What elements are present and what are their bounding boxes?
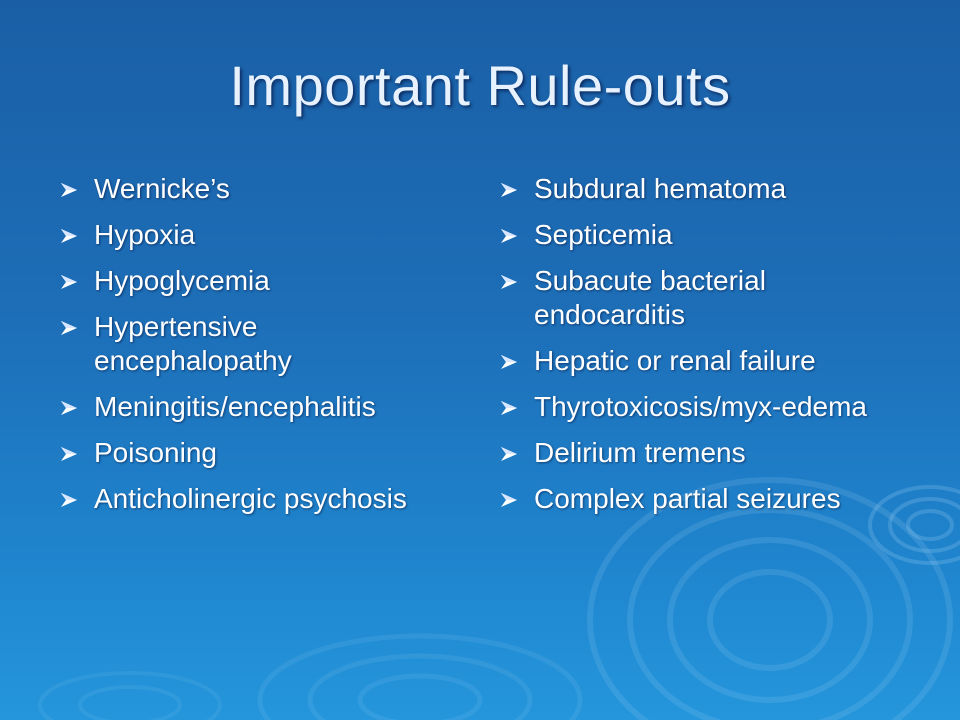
- arrowhead-bullet-icon: [500, 182, 518, 198]
- list-item-label: Meningitis/encephalitis: [94, 391, 376, 422]
- arrowhead-bullet-icon: [500, 400, 518, 416]
- list-item-label: Poisoning: [94, 437, 217, 468]
- slide-title: Important Rule-outs: [229, 54, 731, 117]
- arrowhead-bullet-icon: [500, 228, 518, 244]
- list-item-label: Hepatic or renal failure: [534, 345, 816, 376]
- list-item-label: Septicemia: [534, 219, 673, 250]
- list-item: [60, 218, 460, 252]
- list-item: [60, 482, 460, 516]
- arrowhead-bullet-icon: [500, 354, 518, 370]
- list-item-label: Delirium tremens: [534, 437, 746, 468]
- list-item: [500, 172, 920, 206]
- arrowhead-bullet-icon: [60, 274, 78, 290]
- list-item-label: Hypertensive encephalopathy: [94, 311, 292, 376]
- list-item-label: Hypoxia: [94, 219, 196, 250]
- arrowhead-bullet-icon: [60, 228, 78, 244]
- list-item: [500, 390, 920, 424]
- list-item-label: Wernicke’s: [94, 173, 230, 204]
- list-item-label: Thyrotoxicosis/myx-edema: [534, 391, 867, 422]
- list-item-label: Complex partial seizures: [534, 483, 841, 514]
- list-item: [60, 436, 460, 470]
- arrowhead-bullet-icon: [500, 492, 518, 508]
- list-item: [60, 310, 460, 378]
- list-item-label: Subacute bacterial endocarditis: [534, 265, 766, 330]
- arrowhead-bullet-icon: [60, 492, 78, 508]
- left-bullet-list: [60, 172, 460, 528]
- arrowhead-bullet-icon: [500, 274, 518, 290]
- list-item: [500, 264, 920, 332]
- list-item: [500, 218, 920, 252]
- arrowhead-bullet-icon: [60, 400, 78, 416]
- arrowhead-bullet-icon: [60, 320, 78, 336]
- list-item: [500, 436, 920, 470]
- list-item-label: Hypoglycemia: [94, 265, 270, 296]
- arrowhead-bullet-icon: [60, 182, 78, 198]
- list-item: [500, 482, 920, 516]
- arrowhead-bullet-icon: [60, 446, 78, 462]
- list-item-label: Anticholinergic psychosis: [94, 483, 407, 514]
- arrowhead-bullet-icon: [500, 446, 518, 462]
- right-bullet-list: [500, 172, 920, 528]
- list-item: [60, 390, 460, 424]
- list-item: [60, 172, 460, 206]
- list-item-label: Subdural hematoma: [534, 173, 787, 204]
- list-item: [60, 264, 460, 298]
- list-item: [500, 344, 920, 378]
